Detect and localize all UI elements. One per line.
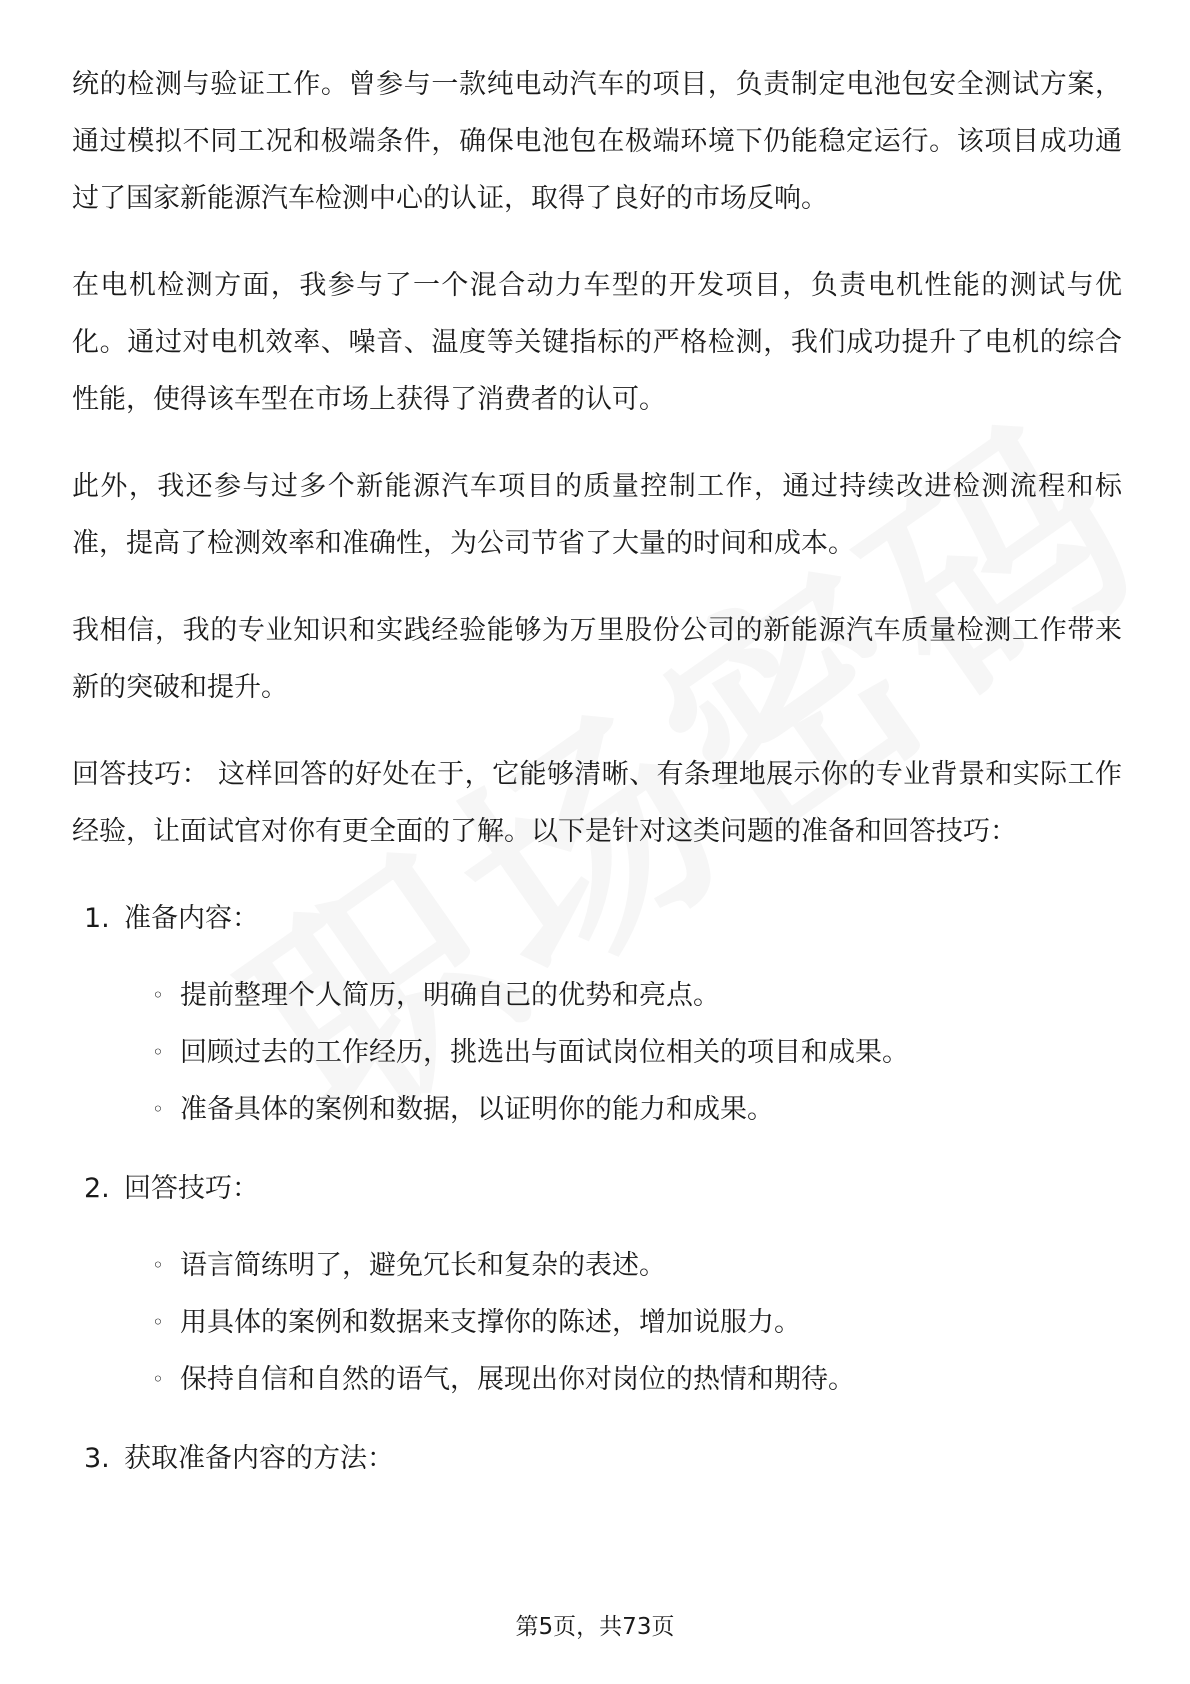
bullet-text: 语言简练明了，避免冗长和复杂的表述。 <box>180 1250 666 1281</box>
list-item-heading <box>72 1160 1122 1217</box>
bullet-circle-icon: ◦ <box>152 983 164 1007</box>
page-footer: 第5页，共73页 <box>515 1614 675 1640</box>
bullet-text: 提前整理个人简历，明确自己的优势和亮点。 <box>180 980 720 1011</box>
bullet-circle-icon: ◦ <box>152 1040 164 1064</box>
bullet-circle-icon: ◦ <box>152 1253 164 1277</box>
numbered-list <box>72 890 1122 1487</box>
bullet-item <box>72 1351 1122 1408</box>
paragraph: 统的检测与验证工作。曾参与一款纯电动汽车的项目，负责制定电池包安全测试方案，通过模拟不同工况和极端条件，确保电池包在极端环境下仍能稳定运行。该项目成功通过了国家新能源汽车检测中心的认证，取得了良好的市场反响。 <box>72 69 1122 214</box>
list-item-heading <box>72 890 1122 947</box>
bullet-item <box>72 1024 1122 1081</box>
list-number: 1. <box>84 903 110 934</box>
bullet-item <box>72 1237 1122 1294</box>
paragraph: 此外，我还参与过多个新能源汽车项目的质量控制工作，通过持续改进检测流程和标准，提高了检测效率和准确性，为公司节省了大量的时间和成本。 <box>72 471 1122 559</box>
bullet-text: 准备具体的案例和数据，以证明你的能力和成果。 <box>180 1094 774 1125</box>
bullet-text: 用具体的案例和数据来支撑你的陈述，增加说服力。 <box>180 1307 801 1338</box>
bullet-circle-icon: ◦ <box>152 1367 164 1391</box>
list-item-title: 准备内容： <box>124 903 259 934</box>
list-number: 3. <box>84 1443 110 1474</box>
bullet-text: 保持自信和自然的语气，展现出你对岗位的热情和期待。 <box>180 1364 855 1395</box>
paragraph-tips: 回答技巧： 这样回答的好处在于，它能够清晰、有条理地展示你的专业背景和实际工作经验，让面试官对你有更全面的了解。以下是针对这类问题的准备和回答技巧： <box>72 759 1122 847</box>
list-item <box>72 890 1122 1138</box>
bullet-list <box>72 1237 1122 1408</box>
bullet-circle-icon: ◦ <box>152 1310 164 1334</box>
paragraph: 我相信，我的专业知识和实践经验能够为万里股份公司的新能源汽车质量检测工作带来新的突破和提升。 <box>72 615 1122 703</box>
list-item-heading <box>72 1430 1122 1487</box>
bullet-item <box>72 1294 1122 1351</box>
list-item <box>72 1160 1122 1408</box>
list-item-title: 获取准备内容的方法： <box>124 1443 394 1474</box>
bullet-item <box>72 967 1122 1024</box>
bullet-text: 回顾过去的工作经历，挑选出与面试岗位相关的项目和成果。 <box>180 1037 909 1068</box>
list-item-title: 回答技巧： <box>124 1173 259 1204</box>
list-item <box>72 1430 1122 1487</box>
document-body <box>72 56 1122 1509</box>
bullet-circle-icon: ◦ <box>152 1097 164 1121</box>
bullet-list <box>72 967 1122 1138</box>
list-number: 2. <box>84 1173 110 1204</box>
bullet-item <box>72 1081 1122 1138</box>
paragraph: 在电机检测方面，我参与了一个混合动力车型的开发项目，负责电机性能的测试与优化。通过对电机效率、噪音、温度等关键指标的严格检测，我们成功提升了电机的综合性能，使得该车型在市场上获得了消费者的认可。 <box>72 270 1122 415</box>
